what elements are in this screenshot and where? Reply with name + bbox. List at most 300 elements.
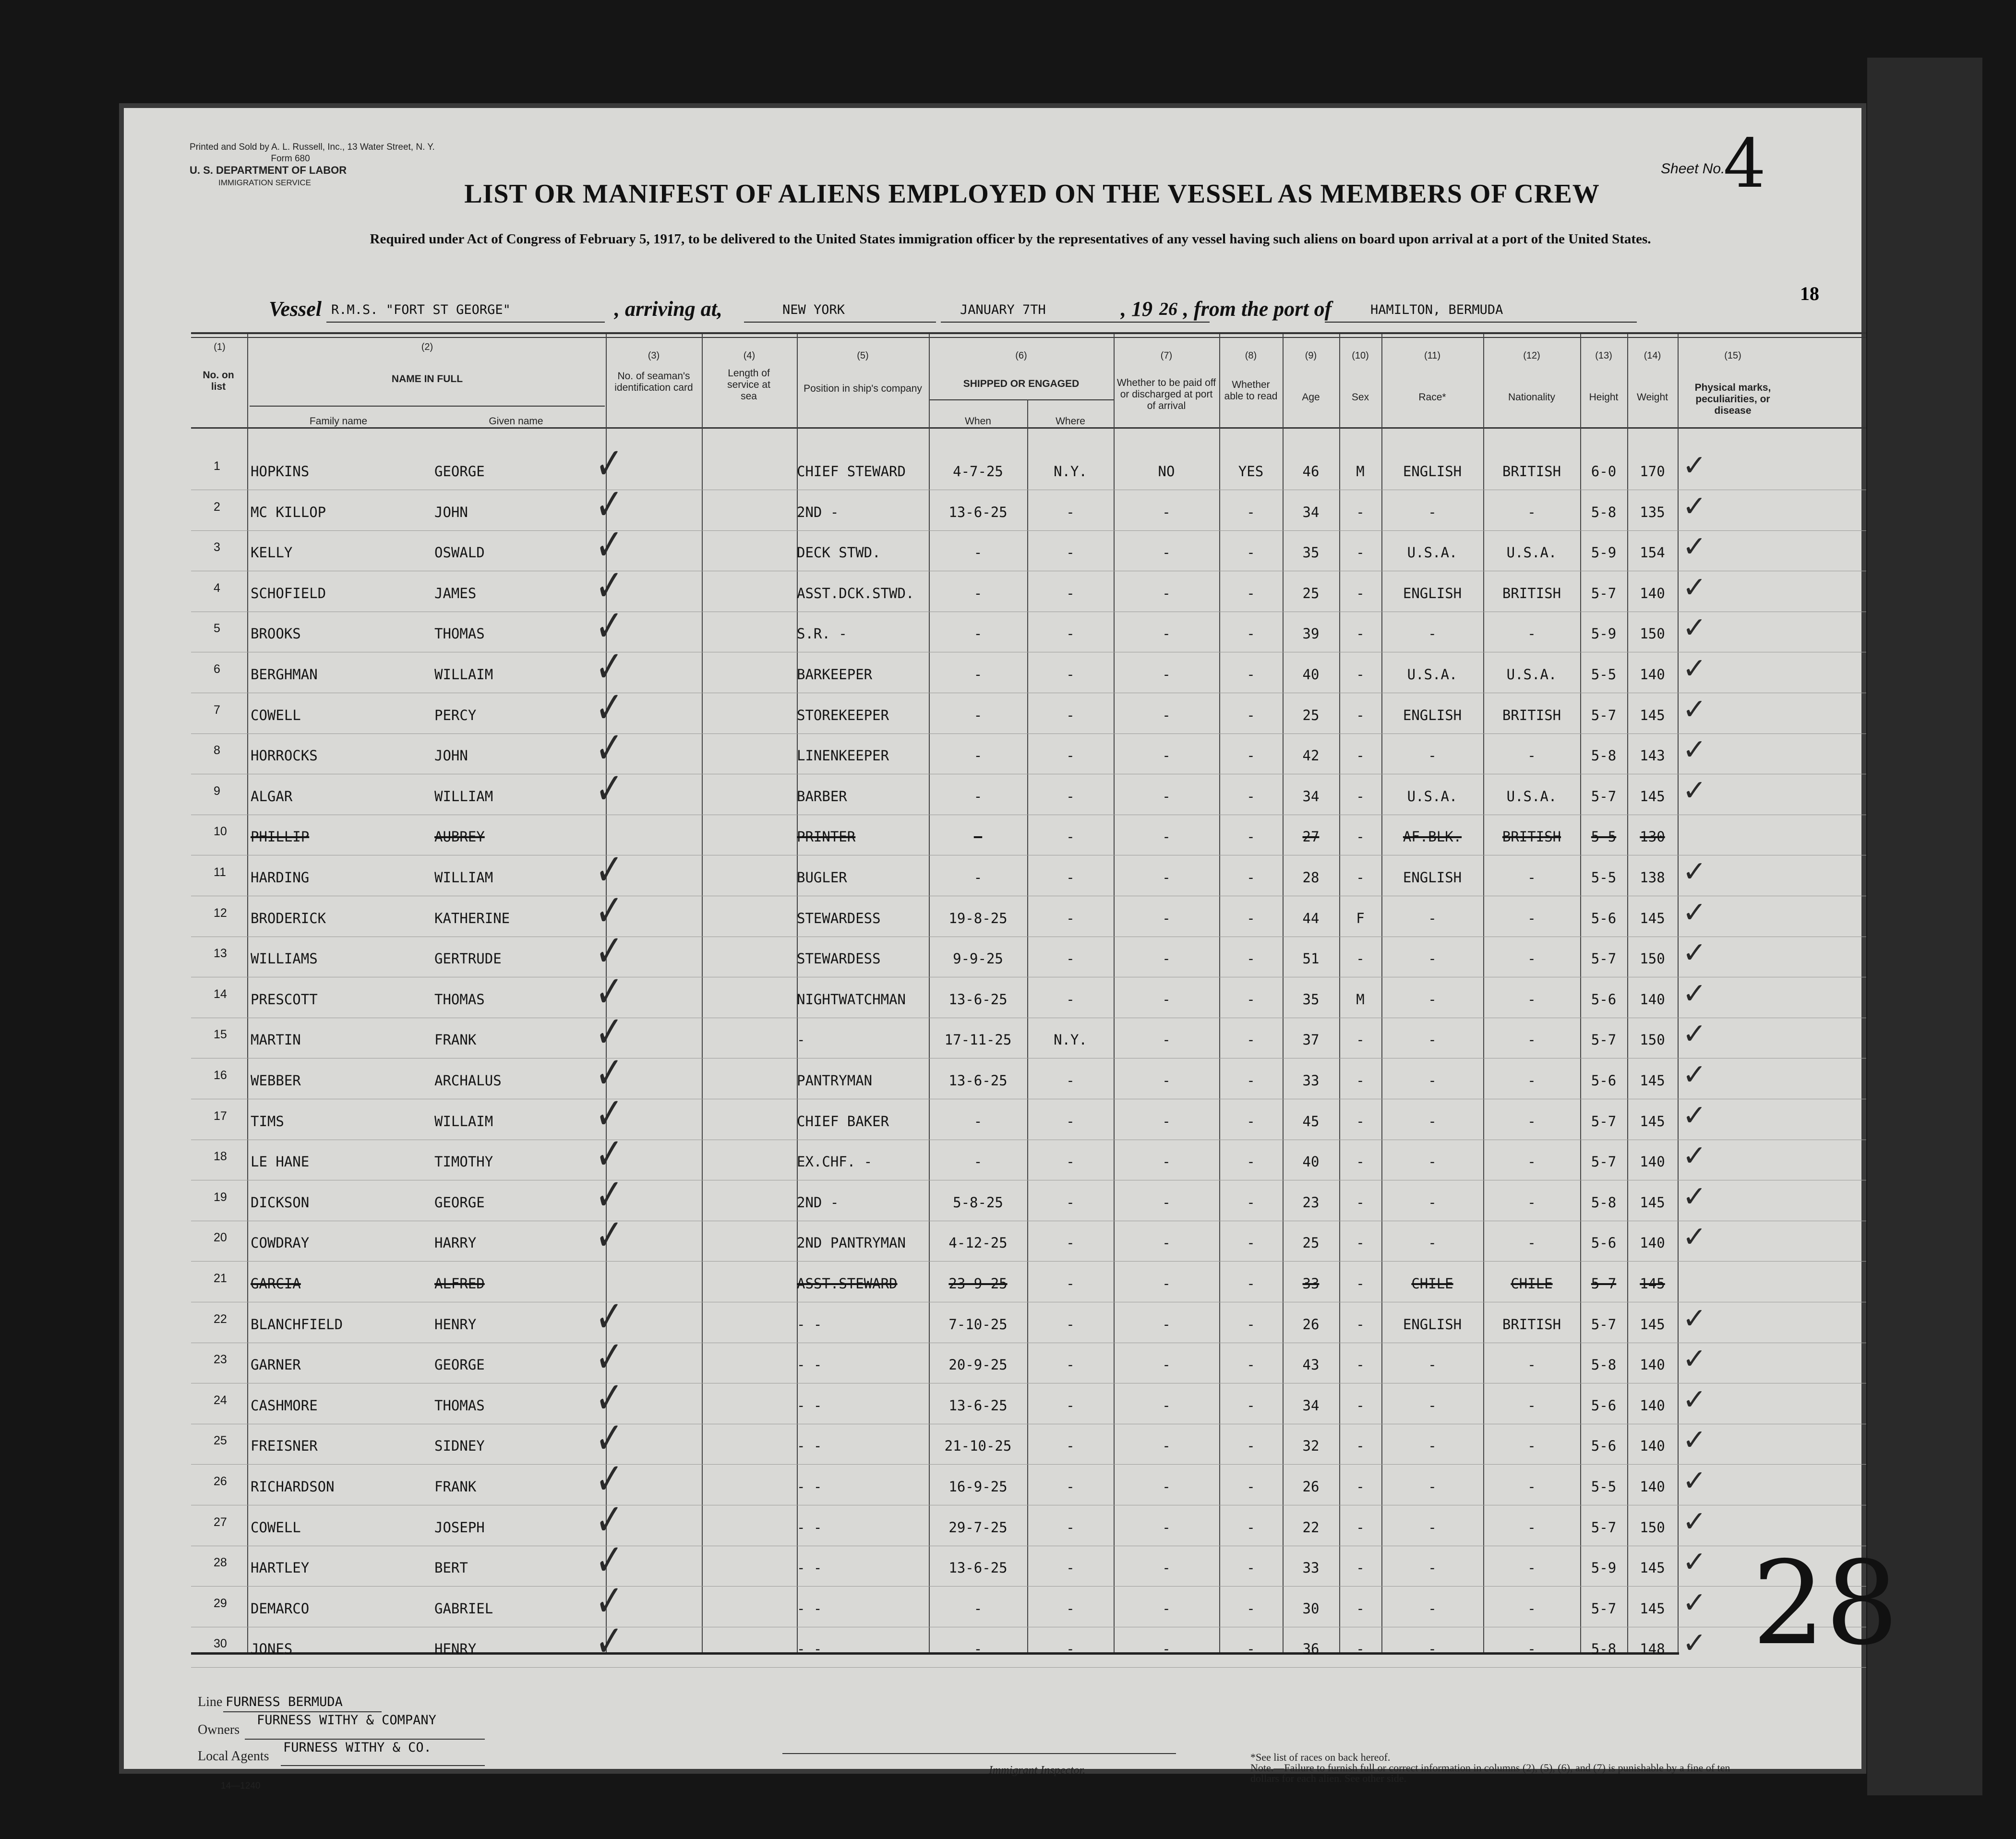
given-name: HENRY (434, 1316, 477, 1333)
paid-off: - (1162, 544, 1171, 561)
shipped-where: - (1066, 950, 1075, 967)
shipped-when: 13-6-25 (948, 504, 1008, 520)
physical-marks-check: ✓ (1682, 449, 1707, 482)
shipped-when: - (973, 1154, 983, 1170)
position: EX.CHF. - (797, 1154, 873, 1170)
family-name: MC KILLOP (251, 504, 326, 520)
race: - (1428, 1113, 1437, 1130)
sex: - (1356, 544, 1365, 561)
height: 5-5 (1591, 829, 1617, 845)
id-card-check-icon: ✓ (595, 966, 624, 1018)
col13-number: (13) (1595, 350, 1612, 361)
physical-marks-check: ✓ (1682, 611, 1707, 645)
height: 5-7 (1591, 1519, 1617, 1536)
able-to-read: - (1247, 747, 1255, 764)
col10-number: (10) (1352, 350, 1369, 361)
form-code: 14—1240 (221, 1781, 261, 1791)
inspector-signature-line (782, 1753, 1176, 1754)
shipped-where: - (1066, 1357, 1075, 1373)
row-rule (191, 733, 1866, 734)
position: STEWARDESS (797, 950, 881, 967)
form-number: Form 680 (271, 154, 310, 164)
position: - - (797, 1357, 822, 1373)
paid-off: - (1162, 625, 1171, 642)
sex: - (1356, 1641, 1365, 1658)
col9-number: (9) (1305, 350, 1317, 361)
physical-marks-check: ✓ (1682, 936, 1707, 970)
row-number: 25 (214, 1434, 227, 1448)
physical-marks-check: ✓ (1682, 570, 1707, 604)
weight: 140 (1640, 1397, 1665, 1414)
shipped-when: 16-9-25 (948, 1478, 1008, 1495)
table-row (0, 641, 2016, 704)
position: LINENKEEPER (797, 747, 889, 764)
id-card-check-icon: ✓ (595, 438, 624, 490)
paid-off: - (1162, 1235, 1171, 1251)
given-name: BERT (434, 1560, 468, 1576)
paid-off: - (1162, 1275, 1171, 1292)
weight: 135 (1640, 504, 1665, 520)
table-row (0, 885, 2016, 948)
age: 40 (1302, 1154, 1320, 1170)
col13-header: Height (1589, 392, 1619, 403)
id-card-check-icon: ✓ (595, 682, 624, 733)
nationality: U.S.A. (1506, 544, 1557, 561)
paid-off: - (1162, 1519, 1171, 1536)
shipped-where: - (1066, 1641, 1075, 1658)
shipped-where: - (1066, 1397, 1075, 1414)
race: - (1428, 1600, 1437, 1617)
row-number: 3 (214, 541, 220, 554)
paid-off: - (1162, 666, 1171, 683)
id-card-check-icon: ✓ (595, 1413, 624, 1464)
shipped-when: 7-10-25 (948, 1316, 1008, 1333)
page-subtitle: Required under Act of Congress of February 5, 1917, to be delivered to the United States immigration officer by the representatives of any vessel having such aliens on board upon arrival at a port of the United States. (370, 231, 1651, 247)
family-name: SCHOFIELD (251, 585, 326, 601)
nationality: - (1527, 1397, 1536, 1414)
nationality: - (1527, 1113, 1536, 1130)
shipped-when: - (973, 869, 983, 886)
id-card-check-icon: ✓ (595, 1534, 624, 1586)
nationality: CHILE (1511, 1275, 1553, 1292)
position: - - (797, 1600, 822, 1617)
height: 5-7 (1591, 788, 1617, 805)
nationality: U.S.A. (1506, 788, 1557, 805)
given-name: JAMES (434, 585, 477, 601)
paid-off: - (1162, 950, 1171, 967)
service-line: IMMIGRATION SERVICE (218, 178, 312, 187)
position: 2ND - (797, 1194, 839, 1211)
sex: - (1356, 1600, 1365, 1617)
shipped-when: - (973, 625, 983, 642)
able-to-read: - (1247, 1113, 1255, 1130)
table-row (0, 1007, 2016, 1069)
id-card-check-icon: ✓ (595, 479, 624, 530)
nationality: - (1527, 747, 1536, 764)
sex: - (1356, 1194, 1365, 1211)
family-name: LE HANE (251, 1154, 310, 1170)
family-name: CASHMORE (251, 1397, 318, 1414)
row-rule (191, 1667, 1866, 1668)
given-name: GEORGE (434, 1194, 485, 1211)
table-row (0, 844, 2016, 907)
age: 33 (1302, 1072, 1320, 1089)
shipped-where: - (1066, 1275, 1075, 1292)
height: 5-8 (1591, 747, 1617, 764)
sheet-number-value: 4 (1723, 125, 1766, 203)
nationality: BRITISH (1502, 829, 1561, 845)
shipped-when: 13-6-25 (948, 1072, 1008, 1089)
paid-off: - (1162, 1438, 1171, 1454)
row-number: 14 (214, 987, 227, 1001)
col8-header: Whether able to read (1224, 379, 1278, 402)
physical-marks-check: ✓ (1682, 652, 1707, 685)
row-number: 20 (214, 1231, 227, 1245)
height: 5-7 (1591, 1600, 1617, 1617)
able-to-read: - (1247, 991, 1255, 1008)
age: 39 (1302, 625, 1320, 642)
shipped-when: 5-8-25 (953, 1194, 1003, 1211)
paid-off: - (1162, 1600, 1171, 1617)
family-name: BLANCHFIELD (251, 1316, 343, 1333)
arriving-label: , arriving at, (614, 297, 722, 321)
table-row (0, 1047, 2016, 1110)
family-name: FREISNER (251, 1438, 318, 1454)
nationality: - (1527, 1478, 1536, 1495)
age: 42 (1302, 747, 1320, 764)
id-card-check-icon: ✓ (595, 1372, 624, 1424)
physical-marks-check: ✓ (1682, 895, 1707, 929)
table-row (0, 1494, 2016, 1557)
given-name: JOSEPH (434, 1519, 485, 1536)
row-number: 13 (214, 947, 227, 961)
shipped-where: - (1066, 1519, 1075, 1536)
given-name: GEORGE (434, 1357, 485, 1373)
race: - (1428, 1154, 1437, 1170)
col8-number: (8) (1245, 350, 1257, 361)
weight: 140 (1640, 1438, 1665, 1454)
position: DECK STWD. (797, 544, 881, 561)
physical-marks-check: ✓ (1682, 1626, 1707, 1660)
id-card-check-icon: ✓ (595, 1575, 624, 1627)
position: - - (797, 1397, 822, 1414)
id-card-check-icon: ✓ (595, 1169, 624, 1221)
family-name: DICKSON (251, 1194, 310, 1211)
row-number: 9 (214, 784, 220, 798)
page-number: 18 (1800, 283, 1819, 304)
sex: - (1356, 1072, 1365, 1089)
shipped-where: - (1066, 585, 1075, 601)
shipped-where: - (1066, 1478, 1075, 1495)
shipped-where: - (1066, 544, 1075, 561)
height: 5-7 (1591, 1275, 1617, 1292)
weight: 140 (1640, 1357, 1665, 1373)
col3-number: (3) (648, 350, 660, 361)
sex: - (1356, 585, 1365, 601)
table-row (0, 1372, 2016, 1435)
able-to-read: - (1247, 1397, 1255, 1414)
paid-off: - (1162, 1560, 1171, 1576)
race: - (1428, 1560, 1437, 1576)
sex: - (1356, 1316, 1365, 1333)
col3-header: No. of seaman's identification card (614, 371, 693, 393)
physical-marks-check: ✓ (1682, 1382, 1707, 1417)
note-fine: Note.—Failure to furnish full or correct information in columns (2), (5), (6), and (7) is punishable by a fine of ten dollars for each alien. See other side. (1250, 1762, 1730, 1784)
weight: 140 (1640, 1154, 1665, 1170)
able-to-read: - (1247, 1560, 1255, 1576)
given-name: THOMAS (434, 625, 485, 642)
position: - - (797, 1641, 822, 1658)
nationality: - (1527, 1641, 1536, 1658)
table-row (0, 722, 2016, 785)
id-card-check-icon: ✓ (595, 1453, 624, 1505)
able-to-read: - (1247, 1235, 1255, 1251)
shipped-where: - (1066, 1072, 1075, 1089)
race: - (1428, 1641, 1437, 1658)
sex: - (1356, 829, 1365, 845)
age: 26 (1302, 1316, 1320, 1333)
shipped-where: - (1066, 869, 1075, 886)
vessel-name: R.M.S. "FORT ST GEORGE" (331, 302, 511, 317)
page-title: LIST OR MANIFEST OF ALIENS EMPLOYED ON THE VESSEL AS MEMBERS OF CREW (464, 179, 1600, 209)
row-number: 23 (214, 1353, 227, 1367)
race: - (1428, 1438, 1437, 1454)
race: - (1428, 504, 1437, 520)
sex: F (1356, 910, 1365, 926)
age: 26 (1302, 1478, 1320, 1495)
col11-number: (11) (1424, 350, 1441, 361)
sheet-number-label: Sheet No. (1661, 161, 1725, 177)
nationality: - (1527, 1235, 1536, 1251)
shipped-where: - (1066, 1113, 1075, 1130)
position: - (797, 1032, 805, 1048)
paid-off: - (1162, 707, 1171, 723)
col14-number: (14) (1644, 350, 1661, 361)
footnotes (1250, 1752, 1750, 1784)
physical-marks-check: ✓ (1682, 1179, 1707, 1214)
shipped-when: - (973, 788, 983, 805)
given-name: GABRIEL (434, 1600, 493, 1617)
from-label: , from the port of (1183, 297, 1332, 321)
shipped-when: 4-7-25 (953, 463, 1003, 480)
position: PRINTER (797, 829, 856, 845)
given-name: THOMAS (434, 1397, 485, 1414)
physical-marks-check: ✓ (1682, 855, 1707, 889)
race: - (1428, 1478, 1437, 1495)
physical-marks-check: ✓ (1682, 530, 1707, 564)
weight: 145 (1640, 1560, 1665, 1576)
sex: - (1356, 1032, 1365, 1048)
table-row (0, 925, 2016, 988)
table-row (0, 825, 2016, 866)
height: 5-6 (1591, 1235, 1617, 1251)
table-row (0, 1413, 2016, 1475)
family-name: HARDING (251, 869, 310, 886)
col12-header: Nationality (1508, 392, 1556, 403)
shipped-where: - (1066, 747, 1075, 764)
shipped-where: - (1066, 1154, 1075, 1170)
height: 5-7 (1591, 950, 1617, 967)
col10-header: Sex (1351, 392, 1369, 403)
paid-off: - (1162, 1154, 1171, 1170)
shipped-where: - (1066, 1235, 1075, 1251)
age: 28 (1302, 869, 1320, 886)
race: - (1428, 625, 1437, 642)
shipped-where: - (1066, 1600, 1075, 1617)
arrival-date: JANUARY 7TH (960, 302, 1046, 317)
able-to-read: - (1247, 910, 1255, 926)
physical-marks-check: ✓ (1682, 1504, 1707, 1539)
id-card-check-icon: ✓ (595, 1088, 624, 1139)
weight: 150 (1640, 625, 1665, 642)
shipped-when: 29-7-25 (948, 1519, 1008, 1536)
sex: - (1356, 869, 1365, 886)
paid-off: - (1162, 829, 1171, 845)
race: ENGLISH (1403, 463, 1462, 480)
nationality: - (1527, 1154, 1536, 1170)
position: BUGLER (797, 869, 847, 886)
family-name: JONES (251, 1641, 293, 1658)
position: CHIEF STEWARD (797, 463, 906, 480)
age: 34 (1302, 788, 1320, 805)
paid-off: - (1162, 910, 1171, 926)
physical-marks-check: ✓ (1682, 1586, 1707, 1620)
race: - (1428, 1357, 1437, 1373)
shipped-when: - (973, 585, 983, 601)
weight: 148 (1640, 1641, 1665, 1658)
position: 2ND PANTRYMAN (797, 1235, 906, 1251)
table-row (0, 1272, 2016, 1313)
paid-off: - (1162, 504, 1171, 520)
position: BARKEEPER (797, 666, 873, 683)
row-number: 2 (214, 500, 220, 514)
id-card-check-icon: ✓ (595, 1047, 624, 1099)
shipped-when: - (973, 707, 983, 723)
id-card-check-icon: ✓ (595, 641, 624, 693)
table-row (0, 479, 2016, 541)
paid-off: - (1162, 1032, 1171, 1048)
able-to-read: - (1247, 1316, 1255, 1333)
height: 5-6 (1591, 1438, 1617, 1454)
able-to-read: - (1247, 544, 1255, 561)
row-number: 27 (214, 1515, 227, 1529)
able-to-read: - (1247, 1357, 1255, 1373)
family-name: KELLY (251, 544, 293, 561)
family-name: PHILLIP (251, 829, 310, 845)
nationality: BRITISH (1502, 707, 1561, 723)
shipped-where: - (1066, 1316, 1075, 1333)
age: 25 (1302, 585, 1320, 601)
row-number: 21 (214, 1272, 227, 1285)
family-name: BRODERICK (251, 910, 326, 926)
sex: - (1356, 1519, 1365, 1536)
family-name: HARTLEY (251, 1560, 310, 1576)
table-row (0, 1534, 2016, 1597)
sex: - (1356, 747, 1365, 764)
race: - (1428, 747, 1437, 764)
physical-marks-check: ✓ (1682, 733, 1707, 767)
shipped-when: 4-12-25 (948, 1235, 1008, 1251)
sex: - (1356, 1397, 1365, 1414)
shipped-when: 19-8-25 (948, 910, 1008, 926)
col6-header: SHIPPED OR ENGAGED (963, 378, 1080, 389)
race: - (1428, 1072, 1437, 1089)
given-name: AUBREY (434, 829, 485, 845)
age: 40 (1302, 666, 1320, 683)
sex: - (1356, 1113, 1365, 1130)
position: - - (797, 1438, 822, 1454)
row-number: 19 (214, 1190, 227, 1204)
paid-off: - (1162, 585, 1171, 601)
race: - (1428, 910, 1437, 926)
age: 34 (1302, 504, 1320, 520)
physical-marks-check: ✓ (1682, 1220, 1707, 1254)
family-name: COWELL (251, 1519, 301, 1536)
row-number: 11 (214, 865, 226, 879)
height: 5-8 (1591, 504, 1617, 520)
family-name: BROOKS (251, 625, 301, 642)
given-name: FRANK (434, 1032, 477, 1048)
physical-marks-check: ✓ (1682, 1545, 1707, 1579)
position: NIGHTWATCHMAN (797, 991, 906, 1008)
position: ASST.STEWARD (797, 1275, 898, 1292)
race: U.S.A. (1407, 544, 1458, 561)
shipped-where: N.Y. (1054, 463, 1087, 480)
height: 5-7 (1591, 585, 1617, 601)
given-name: GERTRUDE (434, 950, 502, 967)
able-to-read: - (1247, 1154, 1255, 1170)
paid-off: - (1162, 869, 1171, 886)
shipped-where: - (1066, 625, 1075, 642)
weight: 145 (1640, 788, 1665, 805)
row-number: 28 (214, 1556, 227, 1570)
able-to-read: - (1247, 788, 1255, 805)
paid-off: - (1162, 747, 1171, 764)
able-to-read: - (1247, 1478, 1255, 1495)
shipped-where: - (1066, 1194, 1075, 1211)
nationality: - (1527, 910, 1536, 926)
weight: 140 (1640, 585, 1665, 601)
col2-number: (2) (421, 342, 433, 352)
shipped-when: - (973, 666, 983, 683)
shipped-when: 13-6-25 (948, 991, 1008, 1008)
able-to-read: - (1247, 504, 1255, 520)
position: CHIEF BAKER (797, 1113, 889, 1130)
shipped-when: - (973, 544, 983, 561)
shipped-when: 13-6-25 (948, 1397, 1008, 1414)
from-port: HAMILTON, BERMUDA (1370, 302, 1503, 317)
weight: 170 (1640, 463, 1665, 480)
nationality: - (1527, 1600, 1536, 1617)
paid-off: - (1162, 991, 1171, 1008)
race: AF.BLK. (1403, 829, 1462, 845)
sex: - (1356, 788, 1365, 805)
race: CHILE (1411, 1275, 1453, 1292)
nationality: - (1527, 625, 1536, 642)
weight: 140 (1640, 1235, 1665, 1251)
table-row (0, 1575, 2016, 1638)
shipped-where: N.Y. (1054, 1032, 1087, 1048)
family-name: RICHARDSON (251, 1478, 335, 1495)
height: 5-7 (1591, 1154, 1617, 1170)
paid-off: - (1162, 1478, 1171, 1495)
family-name: ALGAR (251, 788, 293, 805)
able-to-read: - (1247, 1194, 1255, 1211)
height: 5-5 (1591, 1478, 1617, 1495)
weight: 145 (1640, 1600, 1665, 1617)
col4-header: Length of service at sea (727, 368, 770, 402)
row-number: 18 (214, 1150, 227, 1164)
